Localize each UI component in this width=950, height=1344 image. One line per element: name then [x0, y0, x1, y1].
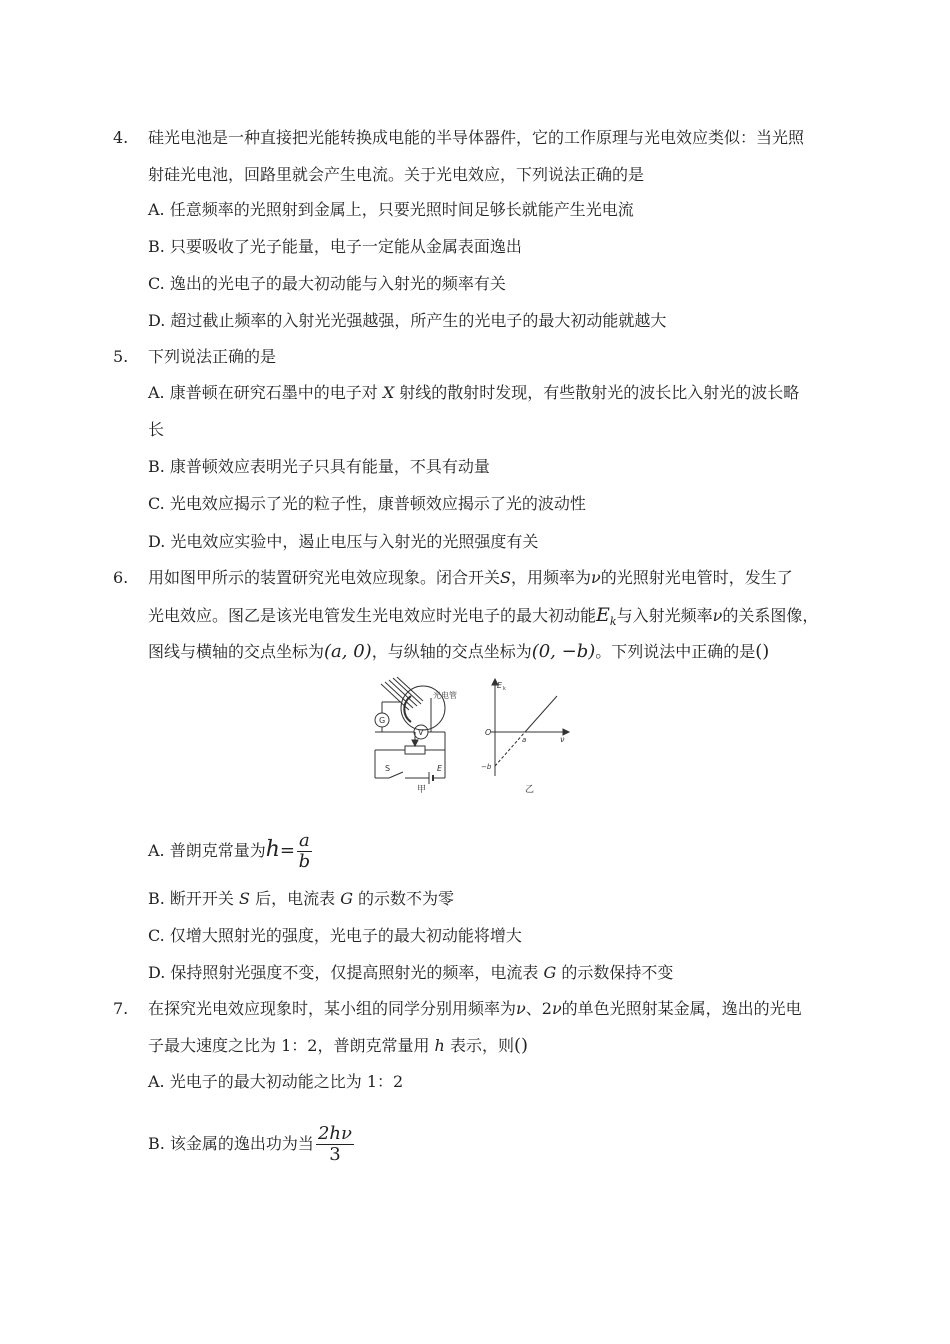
denominator: b	[298, 851, 311, 872]
question-4-number: 4.	[113, 128, 129, 147]
light-rays-icon	[381, 677, 423, 710]
question-5-option-a-line2: 长	[148, 420, 165, 439]
question-7-stem-line2	[148, 1035, 528, 1057]
text: 表示，则	[444, 1036, 514, 1055]
text: ，用频率为	[510, 568, 591, 587]
question-4-option-d: D. 超过截止频率的入射光光强越强，所产生的光电子的最大初动能就越大	[148, 311, 667, 330]
answer-paren: ()	[755, 641, 770, 662]
question-5-stem: 下列说法正确的是	[148, 347, 277, 366]
rheostat-icon	[405, 746, 425, 754]
var-nu: ν	[516, 999, 526, 1018]
text: D. 保持照射光强度不变，仅提高照射光的频率，电流表	[148, 963, 544, 982]
fraction-a-over-b	[297, 831, 312, 872]
text: A. 普朗克常量为	[148, 841, 266, 860]
option-a-text-1: A. 康普顿在研究石墨中的电子对	[148, 383, 383, 402]
text: 。下列说法中正确的是	[595, 642, 756, 661]
label-s: S	[385, 764, 391, 773]
var-k: k	[609, 615, 617, 629]
question-6-number: 6.	[113, 568, 129, 587]
equals: =	[279, 840, 295, 861]
axis-label-ek: E	[497, 681, 503, 690]
numerator: 2hν	[317, 1123, 352, 1144]
question-7-option-a: A. 光电子的最大初动能之比为 1：2	[148, 1072, 404, 1091]
question-4-option-b: B. 只要吸收了光子能量，电子一定能从金属表面逸出	[148, 237, 522, 256]
tick-a: a	[522, 736, 527, 744]
var-h: h	[434, 1036, 445, 1055]
label-g: G	[379, 716, 386, 725]
question-6-option-d	[148, 962, 673, 984]
text: 后，电流表	[250, 889, 341, 908]
var-s: S	[239, 889, 250, 908]
question-6-option-a	[148, 828, 312, 872]
graph-line-solid	[525, 696, 557, 732]
switch-icon	[389, 772, 403, 778]
graph-line-dashed	[495, 732, 525, 766]
text: 的示数不为零	[352, 889, 455, 908]
var-g: G	[340, 889, 353, 908]
figure-svg	[365, 676, 585, 796]
text: 图线与横轴的交点坐标为	[148, 642, 325, 661]
question-5-option-c: C. 光电效应揭示了光的粒子性，康普顿效应揭示了光的波动性	[148, 494, 586, 513]
question-6-figure	[365, 676, 585, 796]
point-a: (a, 0)	[324, 641, 372, 662]
answer-paren: ()	[513, 1035, 528, 1056]
text: 的示数保持不变	[556, 963, 674, 982]
text: 的单色光照射某金属，逸出的光电	[561, 999, 802, 1018]
question-7-stem-line1	[148, 998, 802, 1020]
text: ，与纵轴的交点坐标为	[371, 642, 532, 661]
option-a-text-2: 射线的散射时发现，有些散射光的波长比入射光的波长略	[394, 383, 800, 402]
label-e: E	[437, 764, 443, 773]
point-b: (0, −b)	[531, 641, 596, 662]
fraction-2hv-over-3	[316, 1124, 354, 1165]
question-6-option-b	[148, 888, 454, 910]
var-nu: ν	[551, 999, 562, 1018]
question-4-stem-line1: 硅光电池是一种直接把光能转换成电能的半导体器件，它的工作原理与光电效应类似：当光照	[148, 128, 805, 147]
question-6-stem-line2	[148, 604, 818, 633]
text: 、2	[525, 999, 552, 1018]
text: 在探究光电效应现象时，某小组的同学分别用频率为	[148, 999, 517, 1018]
question-5-number: 5.	[113, 347, 129, 366]
label-v: V	[418, 728, 424, 737]
label-yi: 乙	[525, 785, 535, 795]
var-h: h	[265, 837, 280, 862]
question-5-option-a	[148, 382, 799, 404]
question-6-stem-line1	[148, 567, 793, 589]
var-nu: ν	[591, 568, 601, 587]
question-4-option-c: C. 逸出的光电子的最大初动能与入射光的频率有关	[148, 274, 506, 293]
question-4-option-a: A. 任意频率的光照射到金属上，只要光照时间足够长就能产生光电流	[148, 200, 634, 219]
axis-label-k: k	[503, 686, 506, 692]
var-e: E	[596, 604, 610, 626]
origin-label: O	[485, 728, 492, 737]
var-nu: ν	[712, 606, 723, 625]
label-phototube: 光电管	[433, 691, 457, 700]
numerator: a	[299, 830, 310, 851]
ek-nu-graph	[491, 679, 569, 776]
text: B. 断开开关	[148, 889, 240, 908]
text: 子最大速度之比为 1：2，普朗克常量用	[148, 1036, 435, 1055]
text: B. 该金属的逸出功为当	[148, 1134, 314, 1153]
question-4-stem-line2: 射硅光电池，回路里就会产生电流。关于光电效应，下列说法正确的是	[148, 165, 645, 184]
var-s: S	[500, 568, 511, 587]
axis-label-nu: ν	[560, 735, 565, 744]
question-7-number: 7.	[113, 999, 129, 1018]
var-g: G	[543, 963, 557, 982]
text: 的光照射光电管时，发生了	[600, 568, 793, 587]
text: 光电效应。图乙是该光电管发生光电效应时光电子的最大初动能	[148, 606, 597, 625]
question-5-option-d: D. 光电效应实验中，遏止电压与入射光的光照强度有关	[148, 532, 539, 551]
question-6-option-c: C. 仅增大照射光的强度，光电子的最大初动能将增大	[148, 926, 522, 945]
question-5-option-b: B. 康普顿效应表明光子只具有能量，不具有动量	[148, 457, 490, 476]
text: 的关系图像，	[722, 606, 819, 625]
text: 用如图甲所示的装置研究光电效应现象。闭合开关	[148, 568, 501, 587]
question-7-option-b	[148, 1122, 354, 1166]
question-6-stem-line3	[148, 641, 769, 663]
tick-b: −b	[481, 763, 492, 771]
text: 与入射光频率	[616, 606, 713, 625]
var-x: X	[382, 383, 395, 402]
denominator: 3	[329, 1144, 341, 1165]
label-jia: 甲	[417, 785, 427, 795]
